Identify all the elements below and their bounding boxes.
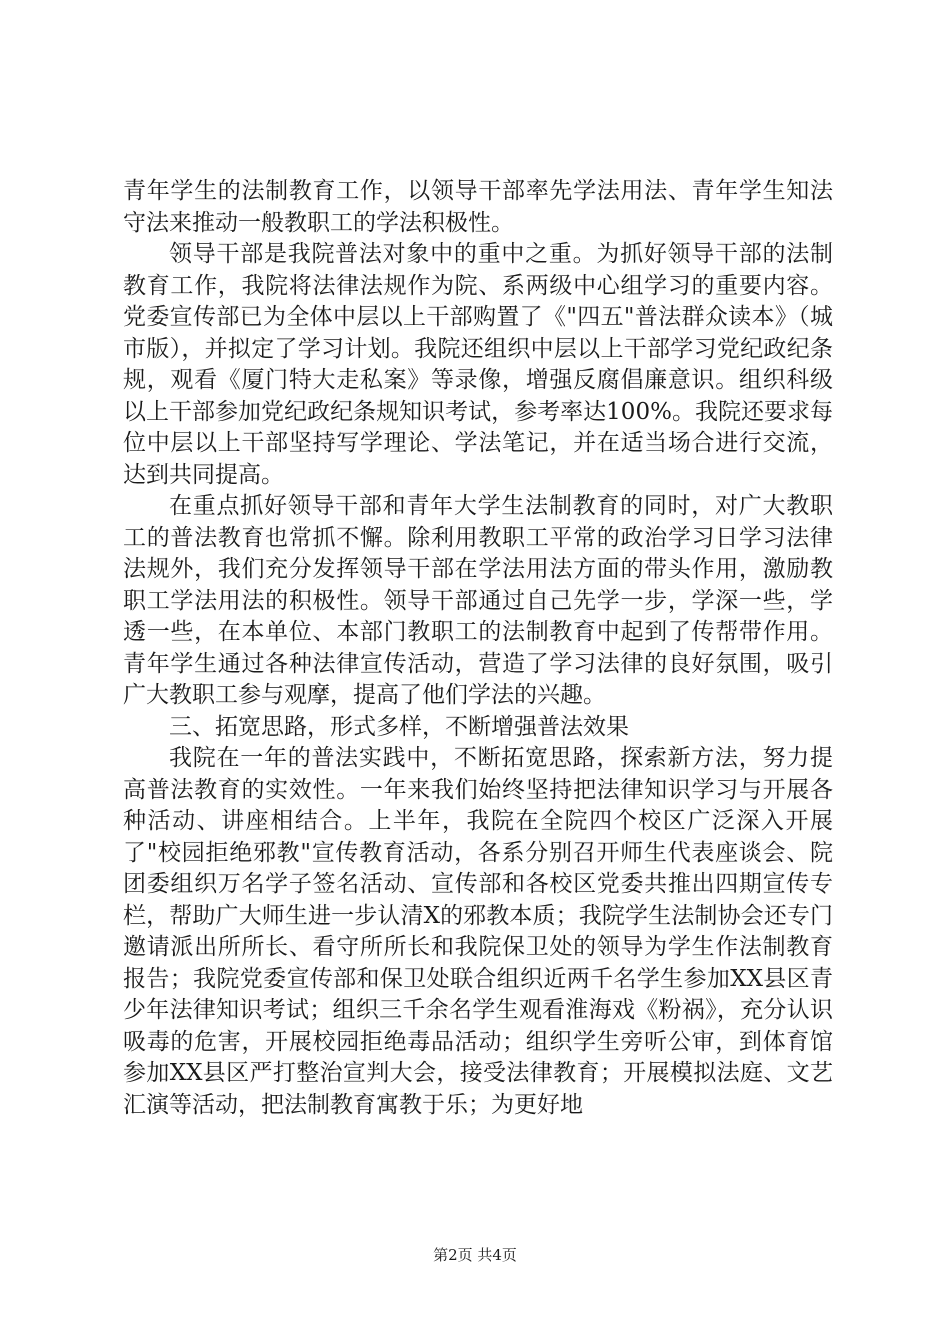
page-number-footer: 第2页 共4页 <box>433 1246 517 1264</box>
paragraph-leadership: 领导干部是我院普法对象中的重中之重。为抓好领导干部的法制教育工作，我院将法律法规作为院、系两级中心组学习的重要内容。党委宣传部已为全体中层以上干部购置了《"四五"普法群众读本》（城市版），并拟定了学习计划。我院还组织中层以上干部学习党纪政纪条规，观看《厦门特大走私案》等录像，增强反腐倡廉意识。组织科级以上干部参加党纪政纪条规知识考试，参考率达100%。我院还要求每位中层以上干部坚持写学理论、学法笔记，并在适当场合进行交流，达到共同提高。 <box>123 241 833 488</box>
section-heading: 三、拓宽思路，形式多样，不断增强普法效果 <box>169 713 629 740</box>
paragraph-continuation: 青年学生的法制教育工作，以领导干部率先学法用法、青年学生知法守法来推动一般教职工的学法积极性。 <box>123 178 833 236</box>
document-body <box>123 176 833 1121</box>
paragraph-staff-education: 在重点抓好领导干部和青年大学生法制教育的同时，对广大教职工的普法教育也常抓不懈。除利用教职工平常的政治学习日学习法律法规外，我们充分发挥领导干部在学法用法方面的带头作用，激励教职工学法用法的积极性。领导干部通过自己先学一步，学深一些，学透一些，在本单位、本部门教职工的法制教育中起到了传帮带作用。青年学生通过各种法律宣传活动，营造了学习法律的良好氛围，吸引广大教职工参与观摩，提高了他们学法的兴趣。 <box>123 493 833 708</box>
paragraph-activities: 我院在一年的普法实践中，不断拓宽思路，探索新方法，努力提高普法教育的实效性。一年来我们始终坚持把法律知识学习与开展各种活动、讲座相结合。上半年，我院在全院四个校区广泛深入开展了"校园拒绝邪教"宣传教育活动，各系分别召开师生代表座谈会、院团委组织万名学子签名活动、宣传部和各校区党委共推出四期宣传专栏，帮助广大师生进一步认清X的邪教本质；我院学生法制协会还专门邀请派出所所长、看守所所长和我院保卫处的领导为学生作法制教育报告；我院党委宣传部和保卫处联合组织近两千名学生参加XX县区青少年法律知识考试；组织三千余名学生观看淮海戏《粉祸》，充分认识吸毒的危害，开展校园拒绝毒品活动；组织学生旁听公审，到体育馆参加XX县区严打整治宣判大会，接受法律教育；开展模拟法庭、文艺汇演等活动，把法制教育寓教于乐；为更好地 <box>123 745 833 1118</box>
